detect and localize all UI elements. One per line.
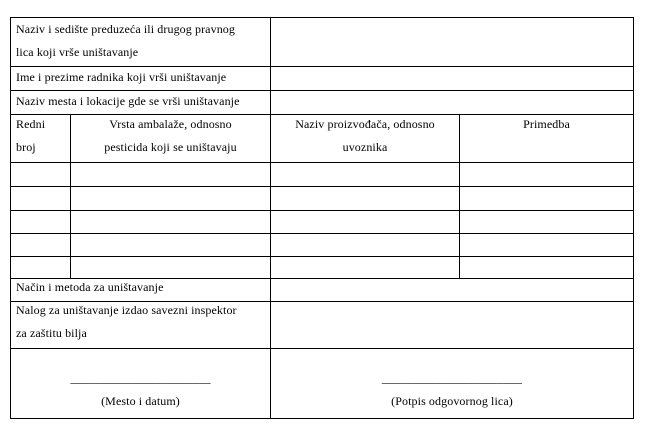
signature-line[interactable]: _______________________: [70, 371, 211, 385]
header-line: uvoznika: [342, 140, 388, 154]
grid-line: [10, 348, 634, 349]
company-label-line2: lica koji vrše uništavanje: [16, 45, 139, 59]
header-line: Primedba: [523, 117, 570, 131]
location-row-label: Naziv mesta i lokacije gde se vrši uništavanje: [16, 94, 240, 108]
worker-value-field[interactable]: [271, 67, 633, 90]
header-line: Naziv proizvođača, odnosno: [295, 117, 435, 131]
order-label-line2: za zaštitu bilja: [16, 326, 87, 340]
grid-line: [10, 418, 634, 419]
table-row[interactable]: [11, 187, 633, 210]
worker-row-label: Ime i prezime radnika koji vrši uništavanje: [16, 70, 227, 84]
table-row[interactable]: [11, 163, 633, 186]
company-value-field[interactable]: [271, 18, 633, 66]
table-row[interactable]: [11, 211, 633, 233]
company-label-line1: Naziv i sedište preduzeća ili drugog pravnog: [16, 22, 235, 36]
location-value-field[interactable]: [271, 91, 633, 114]
signature-line[interactable]: _______________________: [381, 371, 523, 385]
signature-caption: (Potpis odgovornog lica): [391, 394, 513, 408]
method-value-field[interactable]: [271, 279, 633, 301]
order-label-line1: Nalog za uništavanje izdao savezni inspektor: [16, 303, 237, 317]
grid-line: [633, 17, 634, 419]
method-row-label: Način i metoda za uništavanje: [16, 280, 164, 294]
order-value-field[interactable]: [271, 302, 633, 348]
header-line: Vrsta ambalaže, odnosno: [109, 117, 232, 131]
signature-caption: (Mesto i datum): [101, 394, 180, 408]
table-row[interactable]: [11, 234, 633, 256]
header-line: Redni: [16, 117, 46, 131]
header-line: pesticida koji se uništavaju: [104, 140, 237, 154]
table-row[interactable]: [11, 257, 633, 278]
header-line: broj: [16, 140, 36, 154]
